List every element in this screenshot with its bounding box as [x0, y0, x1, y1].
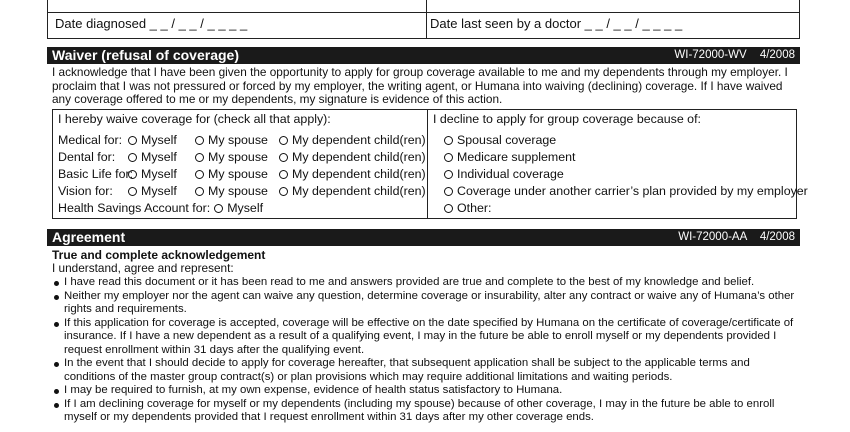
waiver-title: Waiver (refusal of coverage) [52, 47, 239, 63]
radio-circle-icon [279, 136, 288, 145]
row-label: Vision for: [58, 184, 113, 198]
agreement-header [47, 229, 800, 246]
row-label: Dental for: [58, 150, 116, 164]
waiver-form-code: WI-72000-WV 4/2008 [674, 49, 795, 61]
waive-heading: I hereby waive coverage for (check all that apply): [58, 112, 331, 126]
option-child[interactable]: My dependent child(ren) [279, 184, 426, 199]
date-diagnosed-field[interactable]: Date diagnosed _ _ / _ _ / _ _ _ _ [55, 16, 248, 31]
waiver-statement: I acknowledge that I have been given the opportunity to apply for group coverage available to me and my dependents through my employer. I proclaim that I was not pressured or forced by my employer, the writing agent, or Humana into waiving (declining) coverage. If I have waived any coverage offered to me or my dependents, my signature is evidence of this action. [52, 65, 788, 106]
date-last-seen-field[interactable]: Date last seen by a doctor _ _ / _ _ / _ _ _ _ [430, 16, 683, 31]
radio-circle-icon [444, 153, 453, 162]
radio-circle-icon [195, 170, 204, 179]
radio-circle-icon [444, 204, 453, 213]
decline-reason-spousal[interactable]: Spousal coverage [444, 133, 556, 148]
agreement-bullet: I may be required to furnish, at my own expense, evidence of health status satisfactory to Humana. [52, 384, 800, 398]
radio-circle-icon [444, 170, 453, 179]
radio-circle-icon [128, 187, 137, 196]
radio-circle-icon [214, 204, 223, 213]
option-spouse[interactable]: My spouse [195, 184, 279, 199]
agreement-bullets [52, 276, 800, 425]
radio-circle-icon [279, 170, 288, 179]
decline-reason-other-carrier[interactable]: Coverage under another carrier’s plan provided by my employer [444, 184, 808, 199]
radio-circle-icon [128, 170, 137, 179]
waive-row-dental [58, 150, 426, 165]
option-child[interactable]: My dependent child(ren) [279, 133, 426, 148]
waive-row-vision [58, 184, 426, 199]
agreement-bullet: Neither my employer nor the agent can waive any question, determine coverage or insurability, alter any contract or waive any of Humana’s other rights and requirements. [52, 290, 800, 317]
radio-circle-icon [128, 136, 137, 145]
dates-divider-top [47, 12, 800, 13]
agreement-form-code: WI-72000-AA 4/2008 [678, 231, 795, 243]
option-myself[interactable]: Myself [128, 150, 195, 165]
agreement-bullet: I have read this document or it has been read to me and answers provided are true and complete to the best of my knowledge and belief. [52, 276, 800, 290]
radio-circle-icon [195, 187, 204, 196]
waive-row-medical [58, 133, 426, 148]
option-spouse[interactable]: My spouse [195, 167, 279, 182]
agreement-bullet: If I am declining coverage for myself or my dependents (including my spouse) because of other coverage, I may in the future be able to enroll myself or my dependents provided that I request enrollment within 31 days after my other coverage ends. [52, 398, 800, 425]
decline-reason-individual[interactable]: Individual coverage [444, 167, 564, 182]
waive-row-basic-life [58, 167, 426, 182]
radio-circle-icon [279, 153, 288, 162]
agreement-subtitle: True and complete acknowledgement [52, 248, 266, 262]
option-myself[interactable]: Myself [128, 133, 195, 148]
agreement-bullet: In the event that I should decide to apply for coverage hereafter, that subsequent application shall be subject to the applicable terms and conditions of the master group contract(s) or plan provisions which may require additional limitations and waiting periods. [52, 357, 800, 384]
waiver-options-divider [427, 109, 428, 219]
radio-circle-icon [444, 187, 453, 196]
row-label: Basic Life for: [58, 167, 134, 181]
dates-divider-vertical [426, 0, 427, 39]
waive-row-hsa [58, 201, 263, 216]
row-label: Medical for: [58, 133, 123, 147]
radio-circle-icon [195, 136, 204, 145]
decline-reason-other[interactable]: Other: [444, 201, 491, 216]
radio-circle-icon [279, 187, 288, 196]
option-child[interactable]: My dependent child(ren) [279, 167, 426, 182]
option-hsa-myself[interactable]: Myself [214, 201, 263, 216]
hsa-label: Health Savings Account for: [58, 201, 211, 215]
decline-heading: I decline to apply for group coverage because of: [433, 112, 701, 126]
radio-circle-icon [444, 136, 453, 145]
option-myself[interactable]: Myself [128, 184, 195, 199]
radio-circle-icon [195, 153, 204, 162]
waiver-header [47, 47, 800, 64]
radio-circle-icon [128, 153, 137, 162]
option-spouse[interactable]: My spouse [195, 150, 279, 165]
decline-reason-medicare[interactable]: Medicare supplement [444, 150, 575, 165]
option-spouse[interactable]: My spouse [195, 133, 279, 148]
option-myself[interactable]: Myself [128, 167, 195, 182]
agreement-title: Agreement [52, 229, 126, 245]
option-child[interactable]: My dependent child(ren) [279, 150, 426, 165]
agreement-bullet: If this application for coverage is accepted, coverage will be effective on the date specified by Humana on the certificate of coverage/certificate of insurance. If I have a new dependent as a result of a qualifying event, I may in the future be able to enroll myself or my dependents provided I request enrollment within 31 days after the qualifying event. [52, 317, 800, 358]
agreement-intro: I understand, agree and represent: [52, 261, 234, 275]
